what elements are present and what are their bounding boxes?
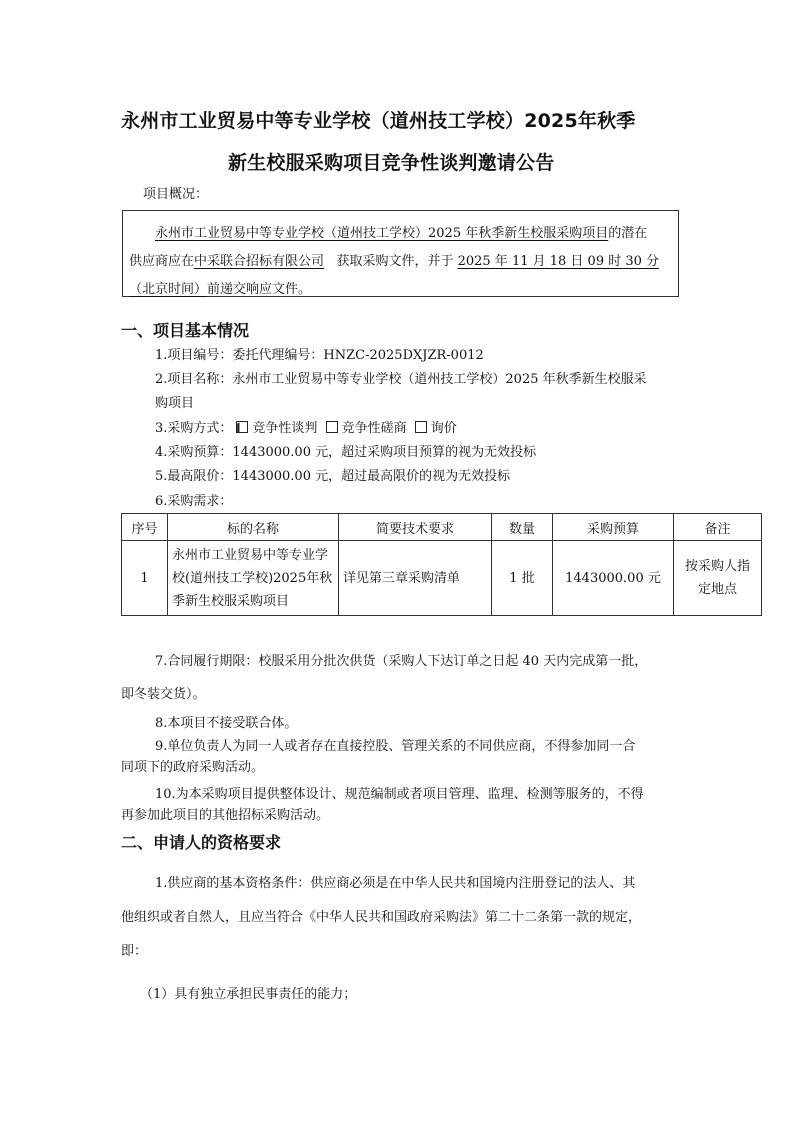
col-header: 标的名称 (168, 514, 339, 541)
col-header: 数量 (492, 514, 553, 541)
section-1-heading: 一、项目基本情况 (121, 321, 250, 340)
item-7-cont: 即冬装交货）。 (121, 687, 206, 702)
section-2-heading: 二、申请人的资格要求 (121, 833, 282, 852)
item-9-cont: 同项下的政府采购活动。 (121, 760, 265, 775)
project-name-link: 永州市工业贸易中等专业学校（道州技工学校）2025 年秋季新生校服采购项目 (155, 226, 609, 241)
title-line-1: 永州市工业贸易中等专业学校（道州技工学校）2025年秋季 (121, 110, 636, 132)
overview-text: 获取采购文件，并于 (336, 254, 454, 269)
title-line-2: 新生校服采购项目竞争性谈判邀请公告 (228, 152, 555, 174)
col-header: 采购预算 (553, 514, 674, 541)
item-10-cont: 再参加此项目的其他招标采购活动。 (121, 808, 330, 823)
item-2-cont: 购项目 (155, 396, 195, 411)
col-header: 序号 (122, 514, 168, 541)
cell: 按采购人指定地点 (674, 541, 762, 616)
table-row (122, 541, 762, 616)
cell: 1 批 (492, 541, 553, 616)
agency-name: 中采联合招标有限公司 (194, 254, 325, 269)
item-1: 1.项目编号：委托代理编号：HNZC-2025DXJZR-0012 (155, 348, 484, 363)
cell: 1443000.00 元 (553, 541, 674, 616)
cell: 1 (122, 541, 168, 616)
cell: 详见第三章采购清单 (339, 541, 492, 616)
table-header-row (122, 514, 762, 541)
checkbox-checked-icon (236, 421, 248, 433)
item-4: 4.采购预算：1443000.00 元，超过采购项目预算的视为无效投标 (155, 445, 537, 460)
item-3-label: 3.采购方式： (155, 421, 233, 436)
checkbox-empty-icon (326, 421, 338, 433)
item-10: 10.为本采购项目提供整体设计、规范编制或者项目管理、监理、检测等服务的，不得 (155, 787, 644, 802)
method-label: 竞争性磋商 (341, 421, 407, 436)
item-9: 9.单位负责人为同一人或者存在直接控股、管理关系的不同供应商，不得参加同一合 (155, 739, 636, 754)
cell: 永州市工业贸易中等专业学校(道州技工学校)2025年秋季新生校服采购项目 (168, 541, 339, 616)
col-header: 备注 (674, 514, 762, 541)
item-5: 5.最高限价：1443000.00 元，超过最高限价的视为无效投标 (155, 469, 511, 484)
qual-item-1-cont2: 即： (121, 944, 148, 959)
qual-sub-1: （1）具有独立承担民事责任的能力； (140, 987, 357, 1002)
item-3 (155, 417, 457, 436)
requirements-table (121, 513, 762, 616)
overview-text: 的潜在 (608, 226, 648, 241)
method-label: 询价 (430, 421, 457, 436)
method-label: 竞争性谈判 (252, 421, 318, 436)
deadline: 2025 年 11 月 18 日 09 时 30 分 (457, 254, 660, 269)
checkbox-empty-icon (415, 421, 427, 433)
item-7: 7.合同履行期限：校服采用分批次供货（采购人下达订单之日起 40 天内完成第一批， (155, 654, 648, 669)
item-8: 8.本项目不接受联合体。 (155, 716, 298, 731)
item-6: 6.采购需求： (155, 494, 233, 509)
overview-line-3 (129, 278, 311, 297)
col-header: 简要技术要求 (339, 514, 492, 541)
item-2: 2.项目名称：永州市工业贸易中等专业学校（道州技工学校）2025 年秋季新生校服采 (155, 372, 647, 387)
overview-text: 前递交响应文件。 (207, 282, 312, 297)
overview-label: 项目概况： (143, 187, 209, 202)
timezone: （北京时间） (129, 282, 208, 297)
overview-line-1 (155, 222, 647, 241)
overview-text: 供应商应在 (129, 254, 195, 269)
qual-item-1-cont: 他组织或者自然人，且应当符合《中华人民共和国政府采购法》第二十二条第一款的规定， (121, 910, 642, 925)
overview-line-2 (129, 250, 659, 269)
qual-item-1: 1.供应商的基本资格条件：供应商必须是在中华人民共和国境内注册登记的法人、其 (155, 876, 636, 891)
